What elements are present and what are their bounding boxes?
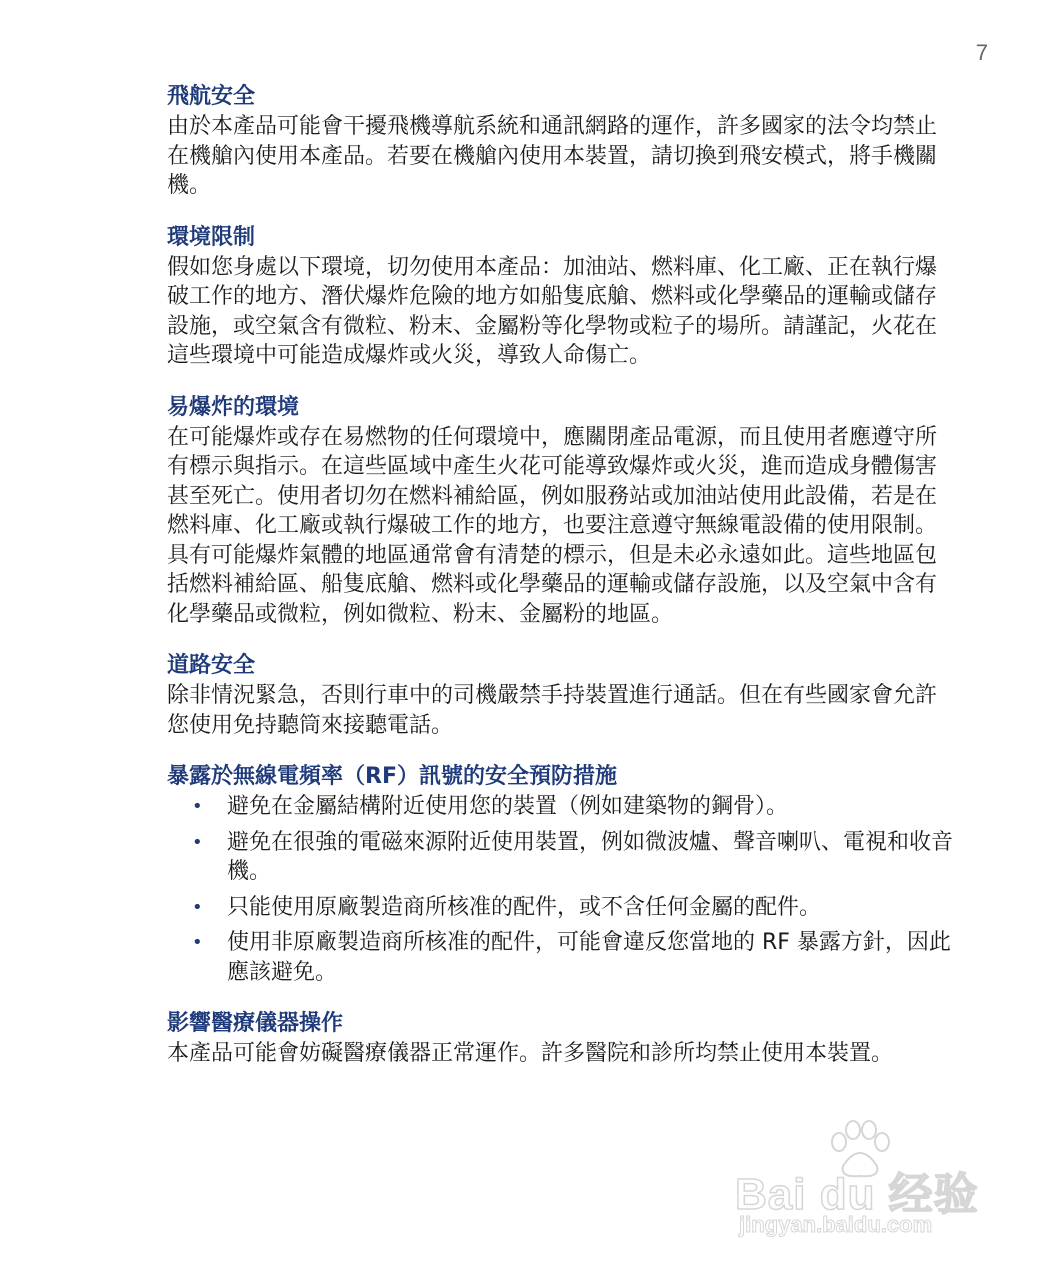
section-explosive-environment [167, 393, 957, 630]
section-heading: 易爆炸的環境 [167, 394, 300, 420]
list-item [192, 928, 957, 987]
section-text: 在可能爆炸或存在易燃物的任何環境中，應關閉產品電源，而且使用者應遵守所有標示與指示。在這些區域中產生火花可能導致爆炸或火災，進而造成身體傷害甚至死亡。使用者切勿在燃料補給區，例如服務站或加油站使用此設備，若是在燃料庫、化工廠或執行爆破工作的地方，也要注意遵守無線電設備的使用限制。具有可能爆炸氣體的地區通常會有清楚的標示，但是未必永遠如此。這些地區包括燃料補給區、船隻底艙、燃料或化學藥品的運輸或儲存設施，以及空氣中含有化學藥品或微粒，例如微粒、粉末、金屬粉的地區。 [167, 424, 938, 627]
section-text: 由於本產品可能會干擾飛機導航系統和通訊網路的運作，許多國家的法令均禁止在機艙內使用本產品。若要在機艙內使用本裝置，請切換到飛安模式，將手機關機。 [167, 114, 938, 198]
baidu-watermark [735, 1120, 985, 1240]
list-item-text: 避免在很強的電磁來源附近使用裝置，例如微波爐、聲音喇叭、電視和收音機。 [227, 829, 954, 884]
list-item [192, 893, 957, 923]
section-text: 本產品可能會妨礙醫療儀器正常運作。許多醫院和診所均禁止使用本裝置。 [167, 1041, 894, 1066]
section-heading: 暴露於無線電頻率（RF）訊號的安全預防措施 [167, 764, 617, 789]
page-number: 7 [975, 40, 988, 65]
list-item-text: 使用非原廠製造商所核准的配件，可能會違反您當地的 RF 暴露方針，因此應該避免。 [227, 930, 951, 985]
watermark-url: jingyan.baidu.com [739, 1212, 933, 1237]
document-body [167, 82, 957, 1091]
section-rf-exposure [167, 762, 957, 987]
watermark-brand: Bai du 经验 [735, 1170, 979, 1219]
bullet-icon: • [192, 831, 203, 853]
section-text: 除非情況緊急，否則行車中的司機嚴禁手持裝置進行通話。但在有些國家會允許您使用免持聽筒來接聽電話。 [167, 683, 938, 738]
section-text: 假如您身處以下環境，切勿使用本產品：加油站、燃料庫、化工廠、正在執行爆破工作的地方、潛伏爆炸危險的地方如船隻底艙、燃料或化學藥品的運輸或儲存設施，或空氣含有微粒、粉末、金屬粉等化學物或粒子的場所。請謹記，火花在這些環境中可能造成爆炸或火災，導致人命傷亡。 [167, 254, 938, 368]
section-medical-devices [167, 1009, 957, 1069]
bullet-icon: • [192, 796, 203, 817]
section-road-safety [167, 651, 957, 740]
list-item-text: 避免在金屬結構附近使用您的裝置（例如建築物的鋼骨）。 [227, 794, 789, 819]
section-heading: 道路安全 [167, 653, 256, 678]
list-item [192, 828, 957, 887]
list-item-text: 只能使用原廠製造商所核准的配件，或不含任何金屬的配件。 [227, 894, 822, 920]
section-flight-safety [167, 82, 957, 201]
bullet-icon: • [192, 932, 203, 953]
section-heading: 影響醫療儀器操作 [167, 1011, 344, 1036]
list-item [192, 792, 957, 822]
bullet-list [167, 792, 957, 987]
section-heading: 環境限制 [167, 224, 256, 250]
section-heading: 飛航安全 [167, 84, 256, 109]
bullet-icon: • [192, 896, 203, 918]
section-environment-restrictions [167, 223, 957, 371]
